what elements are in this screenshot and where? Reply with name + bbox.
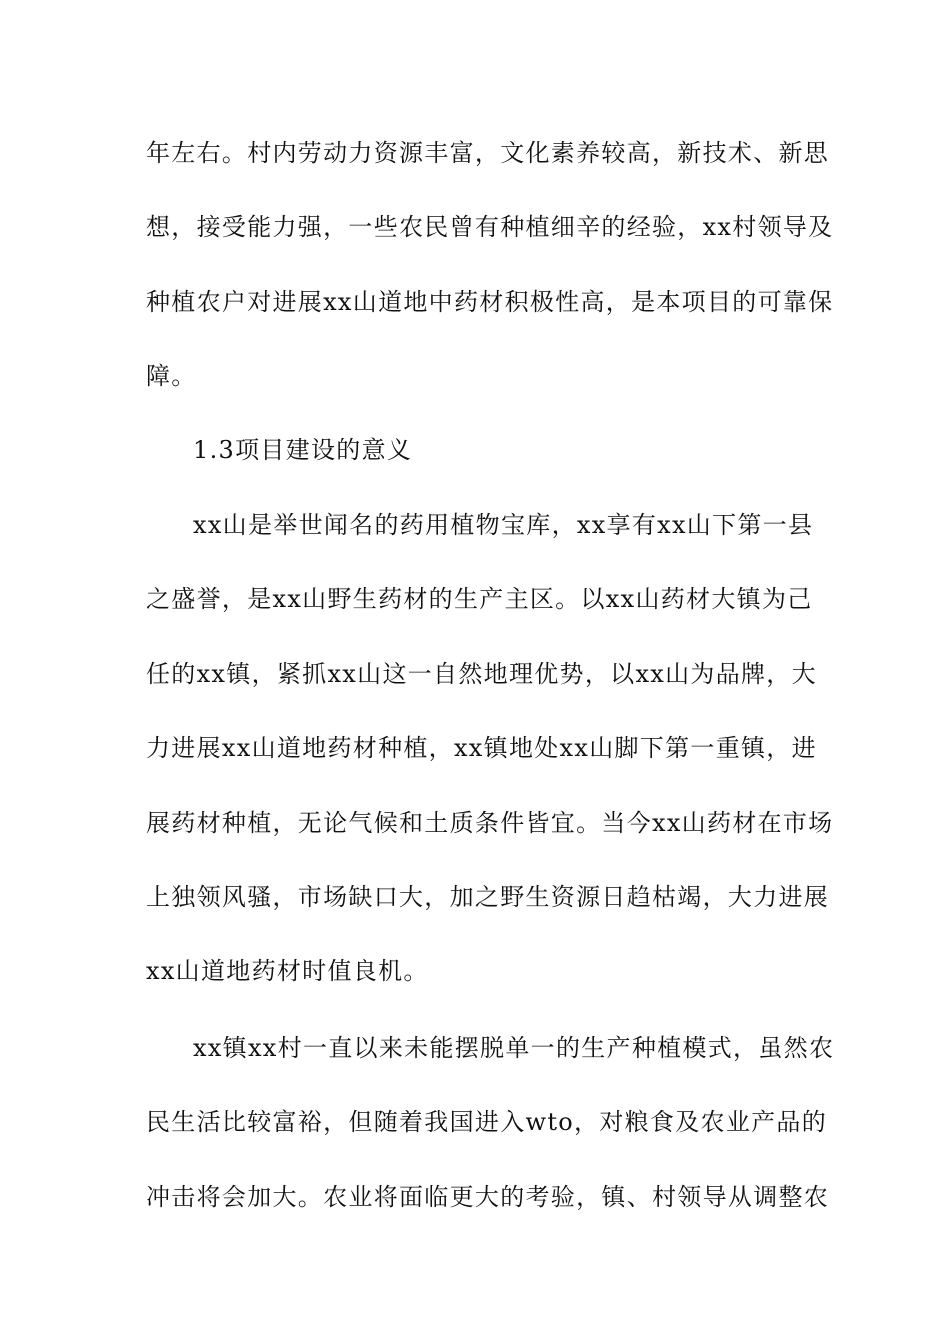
text-line: 种植农户对进展xx山道地中药材积极性高，是本项目的可靠保 (146, 288, 834, 316)
text-line: 之盛誉，是xx山野生药材的生产主区。以xx山药材大镇为己 (146, 585, 813, 613)
text-line: 力进展xx山道地药材种植，xx镇地处xx山脚下第一重镇，进 (146, 734, 817, 762)
text-line: 展药材种植，无论气候和土质条件皆宜。当今xx山药材在市场 (146, 809, 834, 837)
text-line: 冲击将会加大。农业将面临更大的考验，镇、村领导从调整农 (146, 1183, 830, 1211)
text-line: xx山是举世闻名的药用植物宝库，xx享有xx山下第一县 (193, 511, 814, 539)
text-line: 民生活比较富裕，但随着我国进入wto，对粮食及农业产品的 (146, 1108, 828, 1136)
text-line: 想，接受能力强，一些农民曾有种植细辛的经验，xx村领导及 (146, 213, 834, 241)
text-line: 障。 (146, 362, 197, 390)
text-line: 上独领风骚，市场缺口大，加之野生资源日趋枯竭，大力进展 (146, 883, 830, 911)
section-heading: 1.3项目建设的意义 (193, 436, 413, 464)
text-line: 任的xx镇，紧抓xx山这一自然地理优势，以xx山为品牌，大 (146, 660, 817, 688)
text-line: xx山道地药材时值良机。 (146, 957, 429, 985)
text-line: xx镇xx村一直以来未能摆脱单一的生产种植模式，虽然农 (193, 1034, 835, 1062)
text-line: 年左右。村内劳动力资源丰富，文化素养较高，新技术、新思 (146, 139, 830, 167)
